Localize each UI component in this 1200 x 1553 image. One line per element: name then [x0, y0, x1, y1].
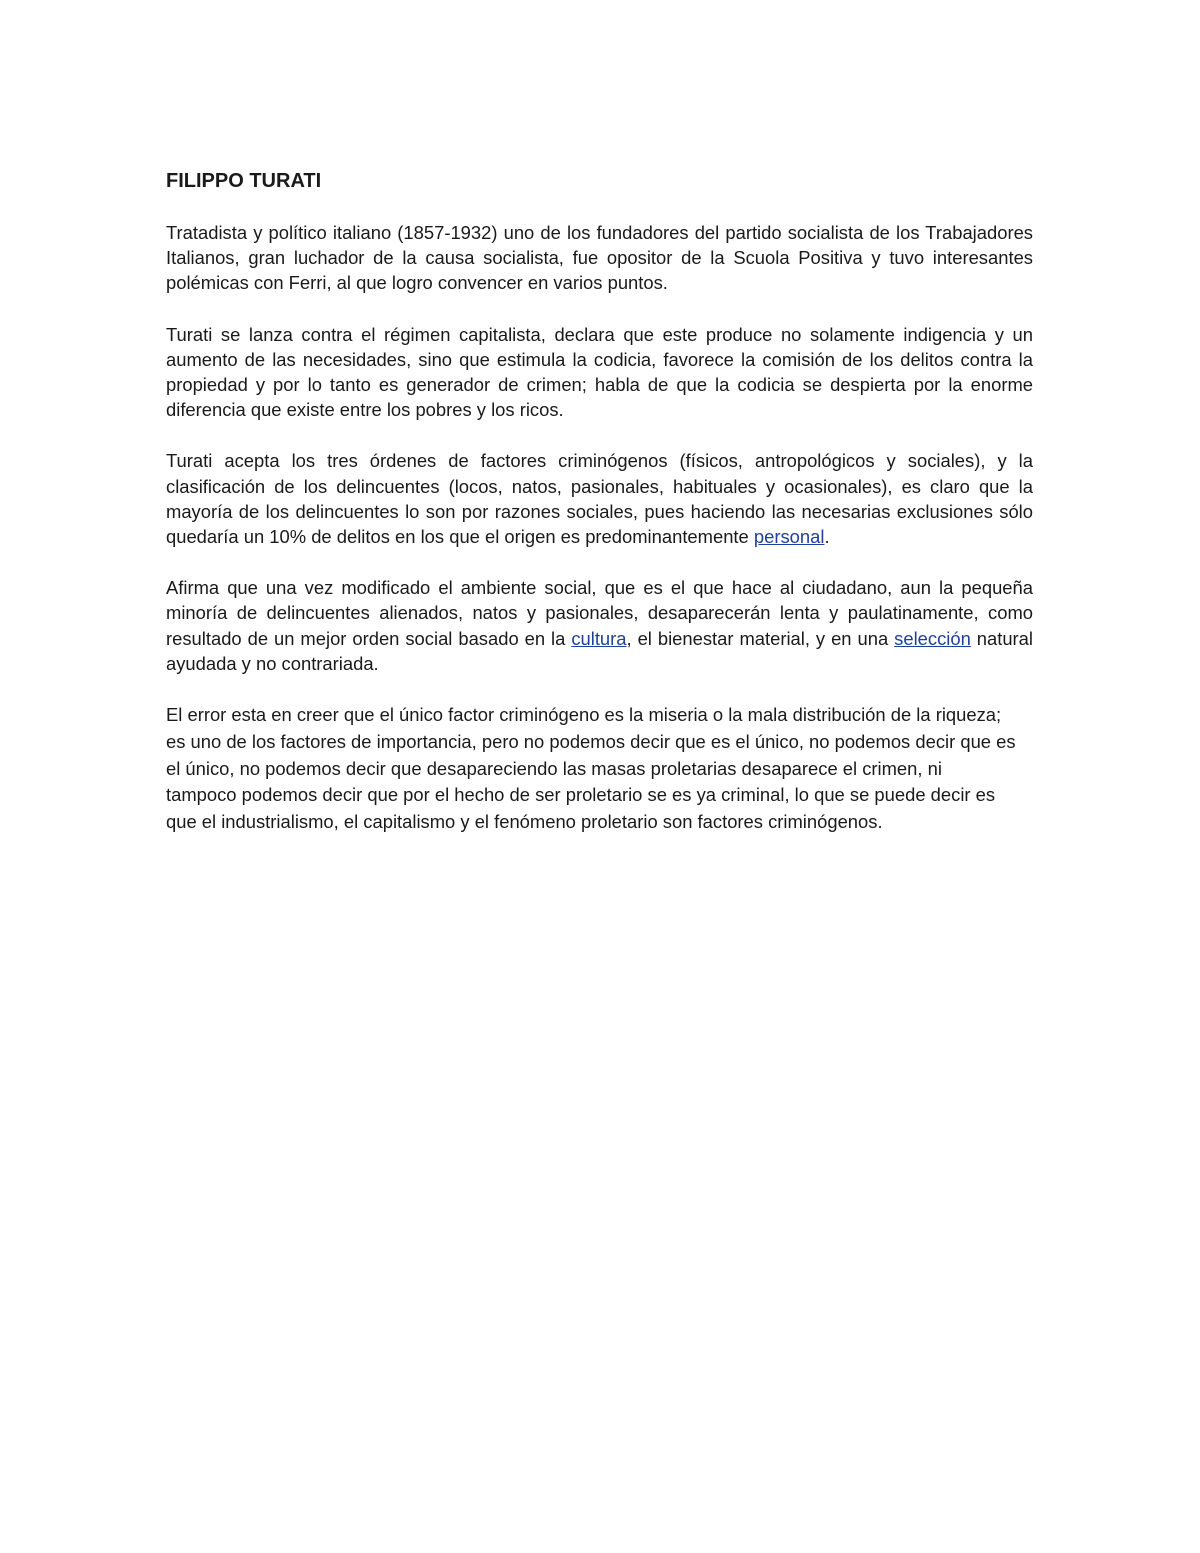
paragraph-social-text-1: Afirma que una vez modificado el ambiente social, que es el que hace al ciudadano, aun la pequeña minoría de delincuentes alienados, natos y pasionales, desaparecerán lenta y paulatinamente, como resultado de un mejor orden social basado en la: [166, 577, 1033, 649]
paragraph-factors-text: Turati acepta los tres órdenes de factores criminógenos (físicos, antropológicos y sociales), y la clasificación de los delincuentes (locos, natos, pasionales, habituales y ocasionales), es claro que la mayoría de los delincuentes lo son por razones sociales, pues haciendo las necesarias exclusiones sólo quedaría un 10% de delitos en los que el origen es predominantemente: [166, 450, 1033, 548]
paragraph-intro: Tratadista y político italiano (1857-1932) uno de los fundadores del partido socialista de los Trabajadores Italianos, gran luchador de la causa socialista, fue opositor de la Scuola Positiva y tuvo interesantes polémicas con Ferri, al que logro convencer en varios puntos.: [166, 222, 1033, 294]
link-seleccion[interactable]: selección: [894, 627, 971, 649]
paragraph-capitalism: Turati se lanza contra el régimen capitalista, declara que este produce no solamente indigencia y un aumento de las necesidades, sino que estimula la codicia, favorece la comisión de los delitos contra la propiedad y por lo tanto es generador de crimen; habla de que la codicia se despierta por la enorme diferencia que existe entre los pobres y los ricos.: [166, 323, 1033, 421]
paragraph-factors: [166, 448, 1033, 549]
document-title: FILIPPO TURATI: [166, 170, 322, 192]
paragraph-social-text-3: natural ayudada y no contrariada.: [166, 627, 1033, 674]
link-cultura[interactable]: cultura: [571, 627, 627, 649]
document-page: [166, 168, 1033, 862]
paragraph-social-environment: [166, 575, 1033, 676]
paragraph-error: El error esta en creer que el único factor criminógeno es la miseria o la mala distribución de la riqueza; es uno de los factores de importancia, pero no podemos decir que es el único, no podemos decir que es el único, no podemos decir que desapareciendo las masas proletarias desaparece el crimen, ni tampoco podemos decir que por el hecho de ser proletario se es ya criminal, lo que se puede decir es que el industrialismo, el capitalismo y el fenómeno proletario son factores criminógenos.: [166, 704, 1016, 833]
link-personal[interactable]: personal: [753, 526, 825, 548]
paragraph-social-text-2: , el bienestar material, y en una: [626, 627, 895, 649]
paragraph-factors-end: .: [824, 526, 830, 548]
